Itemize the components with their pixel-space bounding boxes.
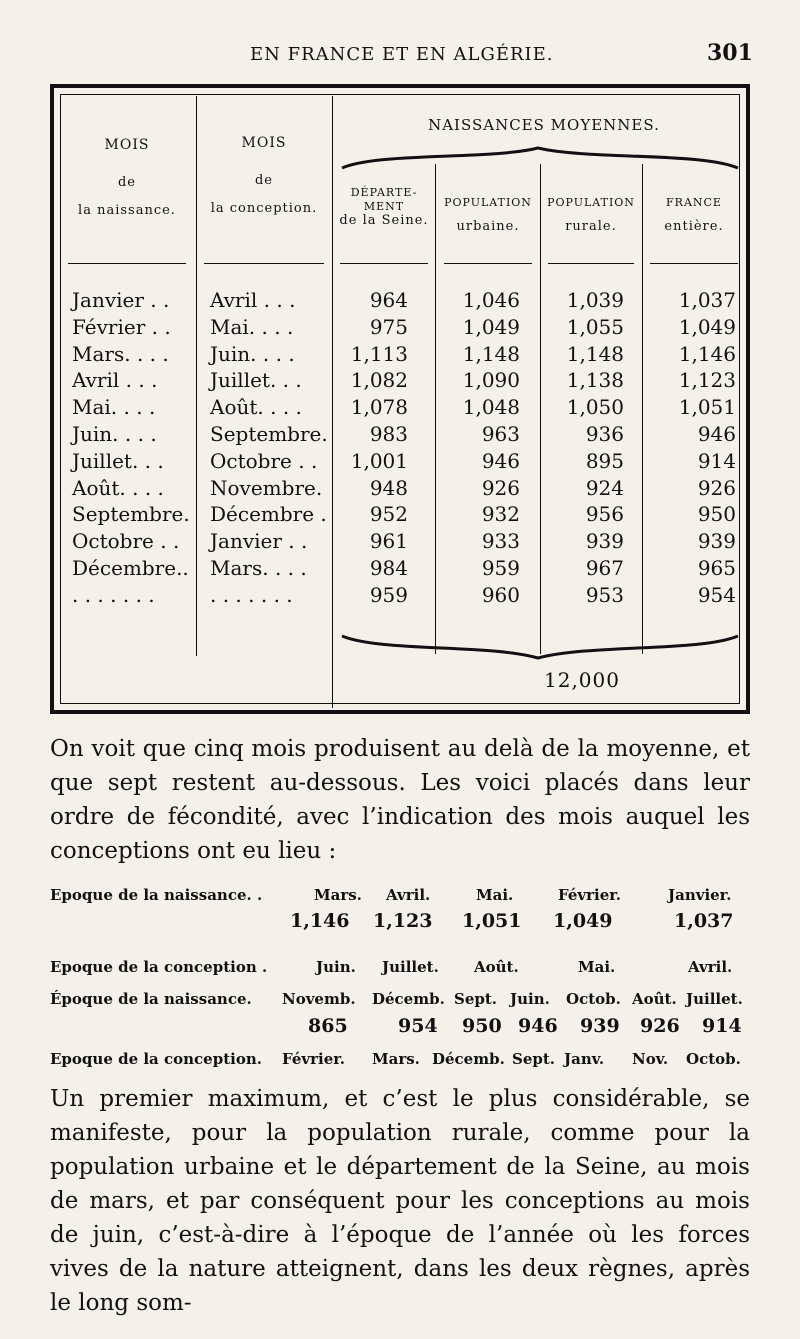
cell-birth: Août. . . . (72, 475, 164, 500)
cell-france: 1,037 (678, 288, 736, 312)
cell-rurale: 953 (585, 582, 624, 607)
header-birth-month: MOIS de la naissance. (78, 137, 176, 218)
cell-seine: 1,082 (350, 368, 408, 393)
cell-seine: 959 (369, 582, 408, 607)
cell-birth: Juillet. . . (72, 448, 164, 473)
cell-seine: 975 (369, 314, 408, 339)
cell-conception: Mai. . . . (210, 314, 294, 339)
cell-seine: 1,078 (350, 395, 408, 420)
cell-rurale: 1,055 (566, 314, 624, 339)
cell-conception: Décembre . (210, 502, 327, 527)
cell-conception: Octobre . . (210, 448, 318, 473)
header-rurale: POPULATION rurale. (547, 196, 635, 234)
cell-rurale: 1,050 (566, 395, 624, 420)
table-row (54, 529, 754, 556)
cell-seine: 983 (369, 422, 408, 446)
cell-urbaine: 933 (481, 529, 520, 554)
cell-birth: Avril . . . (72, 368, 158, 393)
top-brace (340, 146, 740, 170)
cell-urbaine: 963 (481, 422, 520, 446)
header-rule (548, 263, 634, 264)
cell-rurale: 936 (585, 422, 624, 446)
cell-france: 1,146 (678, 341, 736, 366)
epoque-row-conception-2: Epoque de la conception. Février. Mars. Décemb. Sept. Janv. Nov. Octob. (50, 1050, 741, 1068)
cell-conception: Avril . . . (210, 288, 296, 312)
header-seine: DÉPARTE- MENT de la Seine. (339, 186, 429, 228)
cell-rurale: 1,148 (566, 341, 624, 366)
cell-conception: Septembre. (210, 422, 328, 446)
cell-conception: Juillet. . . (210, 368, 302, 393)
births-table (50, 84, 750, 714)
cell-seine: 1,001 (350, 448, 408, 473)
table-row (54, 422, 754, 449)
cell-seine: 952 (369, 502, 408, 527)
epoque-row-naissance-2: Époque de la naissance. Novemb. Décemb. Sept. Juin. Octob. Août. Juillet. (50, 990, 743, 1008)
header-rule (444, 263, 532, 264)
cell-france: 914 (697, 448, 736, 473)
cell-conception: Juin. . . . (210, 341, 295, 366)
header-rule (340, 263, 428, 264)
cell-birth: . . . . . . . (72, 582, 155, 607)
cell-urbaine: 1,046 (462, 288, 520, 312)
header-conception-month: MOIS de la conception. (210, 135, 318, 216)
running-title: EN FRANCE ET EN ALGÉRIE. (250, 44, 554, 65)
cell-urbaine: 960 (481, 582, 520, 607)
cell-rurale: 967 (585, 556, 624, 580)
cell-rurale: 1,138 (566, 368, 624, 393)
cell-birth: Juin. . . . (72, 422, 157, 446)
cell-birth: Février . . (72, 314, 171, 339)
cell-seine: 961 (369, 529, 408, 554)
table-row (54, 502, 754, 529)
cell-seine: 984 (369, 556, 408, 580)
page-header (0, 0, 800, 70)
epoque-row-naissance-1: Epoque de la naissance. . Mars. Avril. Mai. Février. Janvier. (50, 886, 732, 904)
cell-conception: Janvier . . (210, 529, 308, 554)
cell-birth: Septembre. (72, 502, 190, 527)
cell-rurale: 956 (585, 502, 624, 527)
table-row (54, 476, 754, 503)
header-naissances-moyennes: NAISSANCES MOYENNES. (428, 116, 660, 134)
cell-seine: 948 (369, 475, 408, 500)
header-france: FRANCE entière. (664, 196, 724, 234)
cell-france: 1,051 (678, 395, 736, 420)
cell-france: 939 (697, 529, 736, 554)
cell-rurale: 924 (585, 475, 624, 500)
cell-birth: Décembre.. (72, 556, 189, 580)
epoque-values-2: 865 954 950 946 939 926 914 (308, 1015, 742, 1037)
table-row (54, 395, 754, 422)
cell-seine: 1,113 (350, 341, 408, 366)
cell-urbaine: 946 (481, 448, 520, 473)
header-rule (68, 263, 186, 264)
cell-france: 965 (697, 556, 736, 580)
table-row (54, 288, 754, 315)
page-number: 301 (707, 40, 753, 66)
table-row (54, 556, 754, 583)
cell-conception: . . . . . . . (210, 582, 293, 607)
epoque-row-conception-1: Epoque de la conception . Juin. Juillet. Août. Mai. Avril. (50, 958, 733, 976)
cell-urbaine: 1,090 (462, 368, 520, 393)
paragraph-2: Un premier maximum, et c’est le plus considérable, se manifeste, pour la population rurale, comme pour la population urbaine et le département de la Seine, au mois de mars, et par conséquent pour les conceptions au mois de juin, c’est-à-dire à l’époque de l’année où les forces vives de la nature atteignent, dans les deux règnes, après le long som- (50, 1086, 750, 1316)
header-rule (204, 263, 324, 264)
cell-birth: Mars. . . . (72, 341, 169, 366)
cell-seine: 964 (369, 288, 408, 312)
cell-urbaine: 932 (481, 502, 520, 527)
cell-birth: Mai. . . . (72, 395, 156, 420)
cell-birth: Janvier . . (72, 288, 170, 312)
table-row (54, 368, 754, 395)
table-total: 12,000 (544, 668, 620, 692)
epoque-values-1: 1,146 1,123 1,051 1,049 1,037 (290, 910, 734, 932)
paragraph-1: On voit que cinq mois produisent au delà de la moyenne, et que sept restent au-dessous. Les voici placés dans leur ordre de fécondité, avec l’indication des mois auquel les conceptions ont eu lieu : (50, 736, 750, 864)
bottom-brace (340, 634, 740, 660)
cell-urbaine: 926 (481, 475, 520, 500)
cell-birth: Octobre . . (72, 529, 180, 554)
cell-urbaine: 1,049 (462, 314, 520, 339)
cell-urbaine: 1,048 (462, 395, 520, 420)
cell-france: 954 (697, 582, 736, 607)
cell-conception: Août. . . . (210, 395, 302, 420)
cell-urbaine: 959 (481, 556, 520, 580)
cell-rurale: 1,039 (566, 288, 624, 312)
cell-france: 946 (697, 422, 736, 446)
table-row (54, 449, 754, 476)
table-row (54, 583, 754, 610)
cell-rurale: 939 (585, 529, 624, 554)
cell-france: 950 (697, 502, 736, 527)
cell-france: 926 (697, 475, 736, 500)
header-urbaine: POPULATION urbaine. (444, 196, 532, 234)
table-row (54, 342, 754, 369)
table-row (54, 315, 754, 342)
cell-urbaine: 1,148 (462, 341, 520, 366)
header-rule (650, 263, 738, 264)
cell-rurale: 895 (585, 448, 624, 473)
cell-conception: Mars. . . . (210, 556, 307, 580)
cell-france: 1,123 (678, 368, 736, 393)
cell-conception: Novembre. (210, 475, 323, 500)
cell-france: 1,049 (678, 314, 736, 339)
